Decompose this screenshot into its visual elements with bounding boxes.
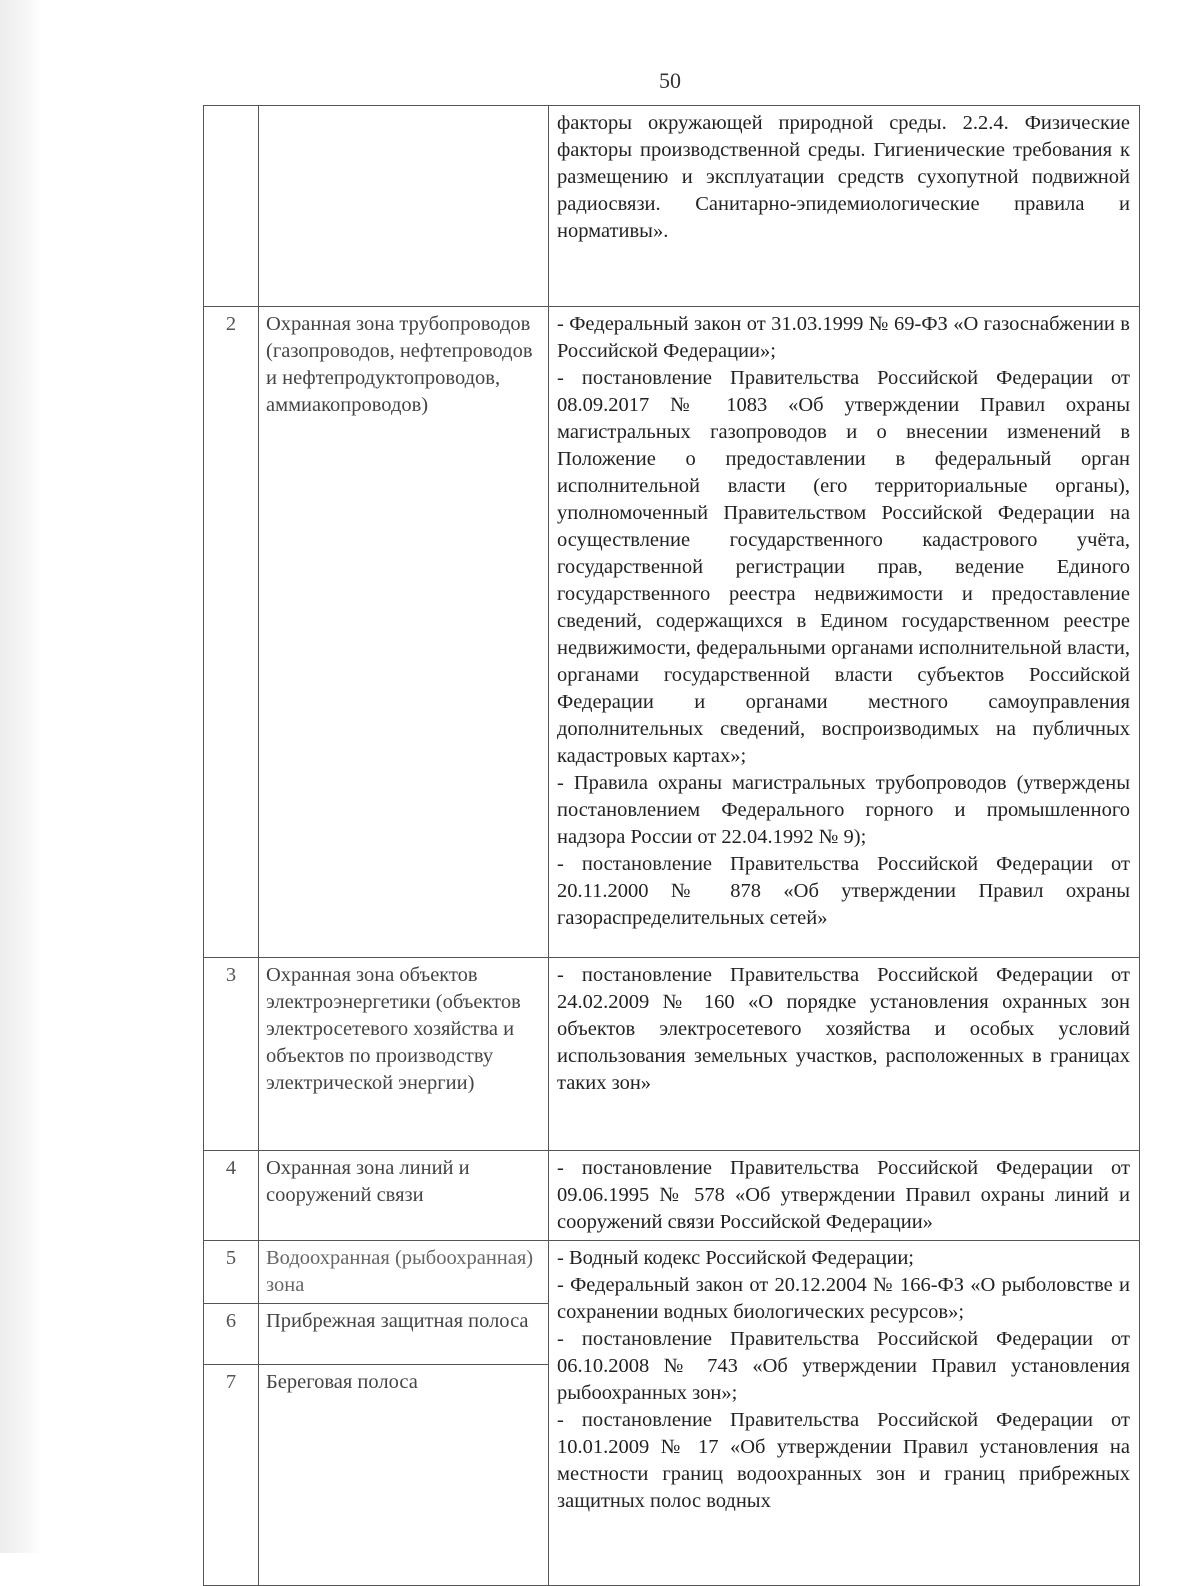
row-number: 3 [204, 958, 259, 1151]
table-row [204, 1151, 1140, 1241]
legal-basis [549, 106, 1140, 307]
table-row [204, 307, 1140, 958]
law-item: факторы окружающей природной среды. 2.2.4. Физические факторы производственной среды. Гигиенические требования к размещению и эксплуатации средств сухопутной подвижной радиосвязи. Санитарно-эпидемиологические правила и нормативы». [557, 112, 1130, 242]
zone-name: Прибрежная защитная полоса [259, 1304, 549, 1365]
law-item: - постановление Правительства Российской Федерации от 24.02.2009 № 160 «О порядке установления охранных зон объектов электросетевого хозяйства и особых условий использования земельных участков, расположенных в границах таких зон» [557, 964, 1130, 1094]
law-item: - Правила охраны магистральных трубопроводов (утверждены постановлением Федерального горного и промышленного надзора России от 22.04.1992 № 9); [557, 772, 1130, 848]
zone-name: Охранная зона линий и сооружений связи [259, 1151, 549, 1241]
regulations-table [203, 105, 1140, 1586]
law-item: - постановление Правительства Российской Федерации от 20.11.2000 № 878 «Об утверждении Правил охраны газораспределительных сетей» [557, 853, 1130, 929]
table-row [204, 1241, 1140, 1304]
zone-name: Охранная зона трубопроводов (газопроводов, нефтепроводов и нефтепродуктопроводов, аммиакопроводов) [259, 307, 549, 958]
page-number: 50 [659, 68, 681, 93]
table-row [204, 958, 1140, 1151]
law-item: - постановление Правительства Российской Федерации от 09.06.1995 № 578 «Об утверждении Правил охраны линий и сооружений связи Российской Федерации» [557, 1157, 1130, 1233]
law-item: - постановление Правительства Российской Федерации от 06.10.2008 № 743 «Об утверждении Правил установления рыбоохранных зон»; [557, 1328, 1130, 1404]
zone-name: Охранная зона объектов электроэнергетики (объектов электросетевого хозяйства и объектов по производству электрической энергии) [259, 958, 549, 1151]
row-number: 2 [204, 307, 259, 958]
table-row [204, 106, 1140, 307]
legal-basis [549, 1151, 1140, 1241]
zone-name: Береговая полоса [259, 1365, 549, 1586]
legal-basis-shared [549, 1241, 1140, 1586]
zone-name [259, 106, 549, 307]
row-number: 5 [204, 1241, 259, 1304]
law-item: - Федеральный закон от 20.12.2004 № 166-ФЗ «О рыболовстве и сохранении водных биологических ресурсов»; [557, 1274, 1130, 1323]
law-item: - Водный кодекс Российской Федерации; [557, 1247, 914, 1269]
legal-basis [549, 307, 1140, 958]
zone-name: Водоохранная (рыбоохранная) зона [259, 1241, 549, 1304]
legal-basis [549, 958, 1140, 1151]
law-item: - постановление Правительства Российской Федерации от 08.09.2017 № 1083 «Об утверждении Правил охраны магистральных газопроводов и о внесении изменений в Положение о предоставлении в федеральный орган исполнительной власти (его территориальные органы), уполномоченный Правительством Российской Федерации на осуществление государственного кадастрового учёта, государственной регистрации прав, ведение Единого государственного реестра недвижимости и предоставление сведений, содержащихся в Едином государственном реестре недвижимости, федеральными органами исполнительной власти, органами государственной власти субъектов Российской Федерации и органами местного самоуправления дополнительных сведений, воспроизводимых на публичных кадастровых картах»; [557, 367, 1130, 767]
row-number: 6 [204, 1304, 259, 1365]
row-number: 4 [204, 1151, 259, 1241]
law-item: - постановление Правительства Российской Федерации от 10.01.2009 № 17 «Об утверждении Правил установления на местности границ водоохранных зон и границ прибрежных защитных полос водных [557, 1409, 1130, 1512]
row-number [204, 106, 259, 307]
row-number: 7 [204, 1365, 259, 1586]
law-item: - Федеральный закон от 31.03.1999 № 69-ФЗ «О газоснабжении в Российской Федерации»; [557, 313, 1130, 362]
scan-page-edge [0, 0, 42, 1553]
